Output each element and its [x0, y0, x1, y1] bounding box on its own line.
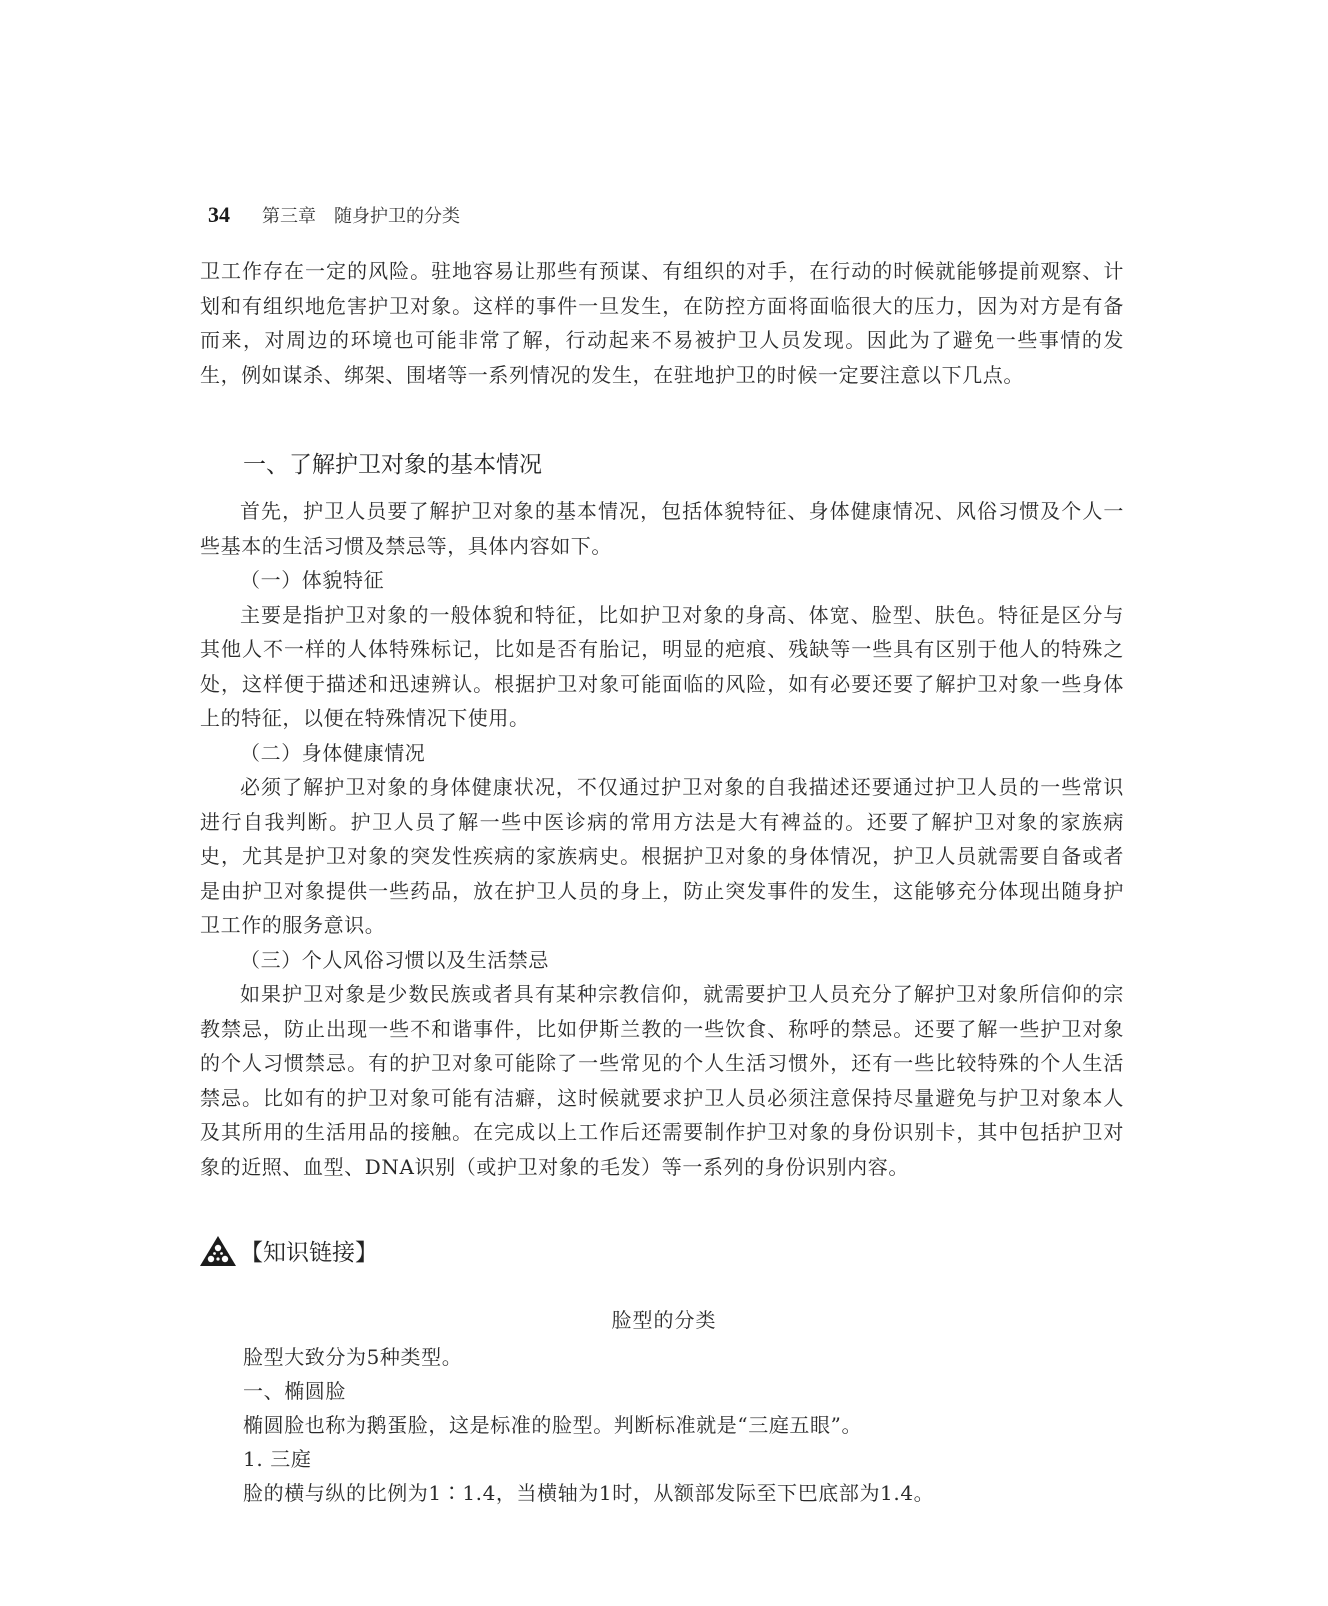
box-line: 脸的横与纵的比例为1∶1.4，当横轴为1时，从额部发际至下巴底部为1.4。 [243, 1481, 935, 1505]
subsection-title-appearance: （一）体貌特征 [240, 568, 385, 592]
box-line: 脸型大致分为5种类型。 [243, 1345, 463, 1369]
box-title: 脸型的分类 [611, 1308, 717, 1332]
intro-block [200, 254, 1124, 392]
customs-paragraph: 如果护卫对象是少数民族或者具有某种宗教信仰，就需要护卫人员充分了解护卫对象所信仰的宗教禁忌，防止出现一些不和谐事件，比如伊斯兰教的一些饮食、称呼的禁忌。还要了解一些护卫对象的个人习惯禁忌。有的护卫对象可能除了一些常见的个人生活习惯外，还有一些比较特殊的个人生活禁忌。比如有的护卫对象可能有洁癖，这时候就要求护卫人员必须注意保持尽量避免与护卫对象本人及其所用的生活用品的接触。在完成以上工作后还需要制作护卫对象的身份识别卡，其中包括护卫对象的近照、血型、DNA识别（或护卫对象的毛发）等一系列的身份识别内容。 [200, 982, 1124, 1179]
subsection-title-customs: （三）个人风俗习惯以及生活禁忌 [240, 947, 549, 972]
page-number: 34 [208, 202, 230, 227]
section-intro-paragraph: 首先，护卫人员要了解护卫对象的基本情况，包括体貌特征、身体健康情况、风俗习惯及个人一些基本的生活习惯及禁忌等，具体内容如下。 [200, 499, 1124, 558]
box-line: 一、椭圆脸 [243, 1379, 346, 1403]
health-paragraph: 必须了解护卫对象的身体健康状况，不仅通过护卫对象的自我描述还要通过护卫人员的一些常识进行自我判断。护卫人员了解一些中医诊病的常用方法是大有裨益的。还要了解护卫对象的家族病史，尤其是护卫对象的突发性疾病的家族病史。根据护卫对象的身体情况，护卫人员就需要自备或者是由护卫对象提供一些药品，放在护卫人员的身上，防止突发事件的发生，这能够充分体现出随身护卫工作的服务意识。 [200, 775, 1124, 937]
knowledge-link-label: 【知识链接】 [240, 1240, 378, 1266]
box-content [243, 1340, 1123, 1510]
section-heading: 一、了解护卫对象的基本情况 [243, 452, 542, 478]
box-line: 椭圆脸也称为鹅蛋脸，这是标准的脸型。判断标准就是“三庭五眼”。 [243, 1413, 863, 1437]
running-head [208, 202, 460, 228]
subsection-title-health: （二）身体健康情况 [240, 740, 426, 765]
box-line: 1. 三庭 [243, 1447, 312, 1471]
appearance-paragraph: 主要是指护卫对象的一般体貌和特征，比如护卫对象的身高、体宽、脸型、肤色。特征是区分与其他人不一样的人体特殊标记，比如是否有胎记，明显的疤痕、残缺等一些具有区别于他人的特殊之处，这样便于描述和迅速辨认。根据护卫对象可能面临的风险，如有必要还要了解护卫对象一些身体上的特征，以便在特殊情况下使用。 [200, 602, 1124, 730]
chapter-title: 第三章 随身护卫的分类 [262, 206, 460, 227]
knowledge-link-heading [198, 1234, 378, 1267]
intro-paragraph: 卫工作存在一定的风险。驻地容易让那些有预谋、有组织的对手，在行动的时候就能够提前观察、计划和有组织地危害护卫对象。这样的事件一旦发生，在防控方面将面临很大的压力，因为对方是有备而来，对周边的环境也可能非常了解，行动起来不易被护卫人员发现。因此为了避免一些事情的发生，例如谋杀、绑架、围堵等一系列情况的发生，在驻地护卫的时候一定要注意以下几点。 [200, 259, 1124, 387]
knowledge-link-icon [198, 1235, 238, 1267]
section-body [200, 494, 1124, 1184]
